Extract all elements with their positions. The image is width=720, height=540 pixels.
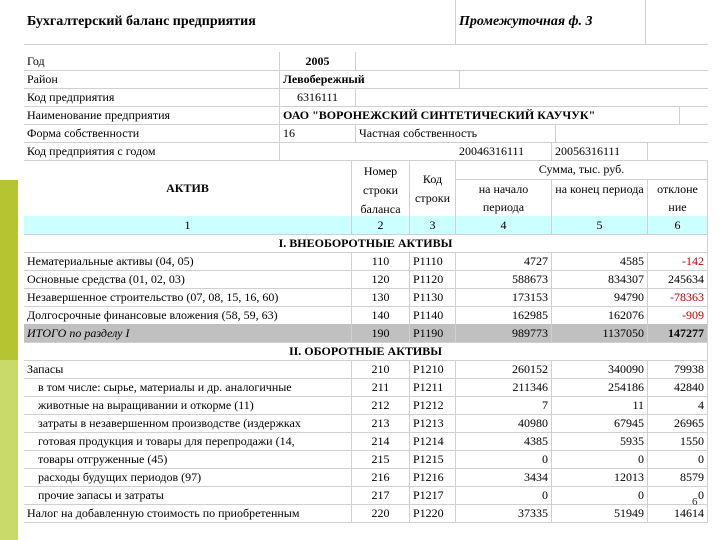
row-line: 120 (352, 270, 410, 288)
row-end: 11 (552, 396, 648, 414)
section-header (24, 342, 708, 361)
row-start: 173153 (456, 288, 552, 306)
row-code: P1212 (410, 396, 456, 414)
row-line: 140 (352, 306, 410, 324)
row-line: 190 (352, 324, 410, 342)
row-start: 4385 (456, 432, 552, 450)
row-deviation: 42840 (648, 378, 708, 396)
row-end: 1137050 (552, 324, 648, 342)
line-number-header: Номер строки баланса (352, 160, 410, 216)
info-label: Год (24, 52, 280, 70)
table-row (24, 360, 708, 379)
info-value: Левобережный (280, 70, 460, 88)
row-code: P1213 (410, 414, 456, 432)
row-start: 4727 (456, 252, 552, 270)
row-name: Незавершенное строительство (07, 08, 15, 16, 60) (24, 288, 352, 306)
row-line: 211 (352, 378, 410, 396)
row-name: готовая продукция и товары для перепродажи (14, (24, 432, 352, 450)
info-label: Форма собственности (24, 124, 280, 142)
info-label: Наименование предприятия (24, 106, 280, 124)
row-code: P1216 (410, 468, 456, 486)
row-start: 989773 (456, 324, 552, 342)
row-start: 7 (456, 396, 552, 414)
table-row (24, 468, 708, 487)
row-code: P1217 (410, 486, 456, 504)
column-number: 4 (456, 216, 552, 234)
code-end: 20056316111 (552, 142, 648, 160)
row-line: 217 (352, 486, 410, 504)
row-line: 215 (352, 450, 410, 468)
row-start: 260152 (456, 360, 552, 378)
row-name: Основные средства (01, 02, 03) (24, 270, 352, 288)
row-name: в том числе: сырье, материалы и др. аналогичные (24, 378, 352, 396)
row-code: P1214 (410, 432, 456, 450)
info-extra: Частная собственность (356, 124, 556, 142)
table-header (24, 160, 708, 217)
row-name: расходы будущих периодов (97) (24, 468, 352, 486)
table-row (24, 306, 708, 325)
row-end: 4585 (552, 252, 648, 270)
row-line: 130 (352, 288, 410, 306)
info-row-code (24, 88, 708, 107)
column-number: 5 (552, 216, 648, 234)
info-row-year (24, 52, 708, 71)
section-title: II. ОБОРОТНЫЕ АКТИВЫ (24, 342, 708, 360)
info-row-district (24, 70, 708, 89)
info-label: Район (24, 70, 280, 88)
info-label: Код предприятия с годом (24, 142, 280, 160)
row-start: 37335 (456, 504, 552, 522)
balance-sheet (24, 0, 708, 540)
row-end: 0 (552, 450, 648, 468)
table-row (24, 270, 708, 289)
column-numbers-row (24, 216, 708, 235)
row-end: 254186 (552, 378, 648, 396)
table-row (24, 504, 708, 523)
aktiv-header: АКТИВ (24, 160, 352, 216)
row-deviation: 1550 (648, 432, 708, 450)
table-row (24, 288, 708, 307)
row-name: животные на выращивании и откорме (11) (24, 396, 352, 414)
deviation-header: отклоне ние (648, 180, 708, 216)
start-header: на начало периода (456, 180, 552, 216)
sidebar-top-band (0, 0, 18, 180)
row-line: 212 (352, 396, 410, 414)
row-start: 3434 (456, 468, 552, 486)
end-header: на конец периода (552, 180, 648, 216)
page-number: 6 (692, 496, 698, 508)
row-code: P1140 (410, 306, 456, 324)
row-line: 213 (352, 414, 410, 432)
row-name: Нематериальные активы (04, 05) (24, 252, 352, 270)
row-code: P1211 (410, 378, 456, 396)
row-code: P1120 (410, 270, 456, 288)
row-deviation: 147277 (648, 324, 708, 342)
table-row (24, 450, 708, 469)
row-end: 67945 (552, 414, 648, 432)
form-label: Промежуточная ф. 3 (456, 0, 646, 44)
row-deviation: 0 (648, 486, 708, 504)
row-end: 834307 (552, 270, 648, 288)
row-deviation: 79938 (648, 360, 708, 378)
sidebar-bottom-band (0, 360, 18, 540)
row-start: 0 (456, 486, 552, 504)
row-code: P1110 (410, 252, 456, 270)
row-name: прочие запасы и затраты (24, 486, 352, 504)
row-start: 588673 (456, 270, 552, 288)
info-label: Код предприятия (24, 88, 280, 106)
table-row (24, 432, 708, 451)
row-end: 5935 (552, 432, 648, 450)
row-name: затраты в незавершенном производстве (издержках (24, 414, 352, 432)
row-line: 216 (352, 468, 410, 486)
row-code: P1210 (410, 360, 456, 378)
table-row (24, 414, 708, 433)
total-row (24, 324, 708, 343)
row-code: P1190 (410, 324, 456, 342)
sidebar-middle-band (0, 180, 18, 360)
info-value: ОАО "ВОРОНЕЖСКИЙ СИНТЕТИЧЕСКИЙ КАУЧУК" (280, 106, 680, 124)
row-deviation: 8579 (648, 468, 708, 486)
row-end: 0 (552, 486, 648, 504)
column-number: 6 (648, 216, 708, 234)
info-value: 2005 (280, 52, 356, 70)
row-line: 220 (352, 504, 410, 522)
row-name: товары отгруженные (45) (24, 450, 352, 468)
row-end: 340090 (552, 360, 648, 378)
row-start: 0 (456, 450, 552, 468)
row-name: Запасы (24, 360, 352, 378)
row-deviation: 245634 (648, 270, 708, 288)
info-value: 16 (280, 124, 356, 142)
table-row (24, 486, 708, 505)
row-line: 210 (352, 360, 410, 378)
row-deviation: -909 (648, 306, 708, 324)
row-line: 214 (352, 432, 410, 450)
section-header (24, 234, 708, 253)
info-row-code-year (24, 142, 708, 161)
sum-header: Сумма, тыс. руб. (456, 160, 708, 180)
row-code: P1220 (410, 504, 456, 522)
table-row (24, 252, 708, 271)
column-number: 2 (352, 216, 410, 234)
slide-sidebar (0, 0, 18, 540)
row-end: 162076 (552, 306, 648, 324)
row-name: ИТОГО по разделу I (24, 324, 352, 342)
column-number: 3 (410, 216, 456, 234)
row-name: Налог на добавленную стоимость по приобретенным (24, 504, 352, 522)
row-code: P1130 (410, 288, 456, 306)
row-end: 12013 (552, 468, 648, 486)
table-row (24, 378, 708, 397)
row-line: 110 (352, 252, 410, 270)
row-start: 211346 (456, 378, 552, 396)
sheet-title: Бухгалтерский баланс предприятия (24, 0, 456, 44)
row-end: 94790 (552, 288, 648, 306)
row-deviation: -78363 (648, 288, 708, 306)
info-row-ownership (24, 124, 708, 143)
row-name: Долгосрочные финансовые вложения (58, 59, 63) (24, 306, 352, 324)
info-row-name (24, 106, 708, 125)
row-start: 40980 (456, 414, 552, 432)
title-row (24, 0, 708, 45)
row-deviation: 0 (648, 450, 708, 468)
column-number: 1 (24, 216, 352, 234)
row-start: 162985 (456, 306, 552, 324)
row-deviation: 14614 (648, 504, 708, 522)
row-deviation: 26965 (648, 414, 708, 432)
row-deviation: 4 (648, 396, 708, 414)
table-row (24, 396, 708, 415)
section-title: I. ВНЕОБОРОТНЫЕ АКТИВЫ (24, 234, 708, 252)
row-code: P1215 (410, 450, 456, 468)
row-deviation: -142 (648, 252, 708, 270)
code-start: 20046316111 (456, 142, 552, 160)
code-header: Код строки (410, 160, 456, 216)
info-value: 6316111 (280, 88, 356, 106)
row-end: 51949 (552, 504, 648, 522)
